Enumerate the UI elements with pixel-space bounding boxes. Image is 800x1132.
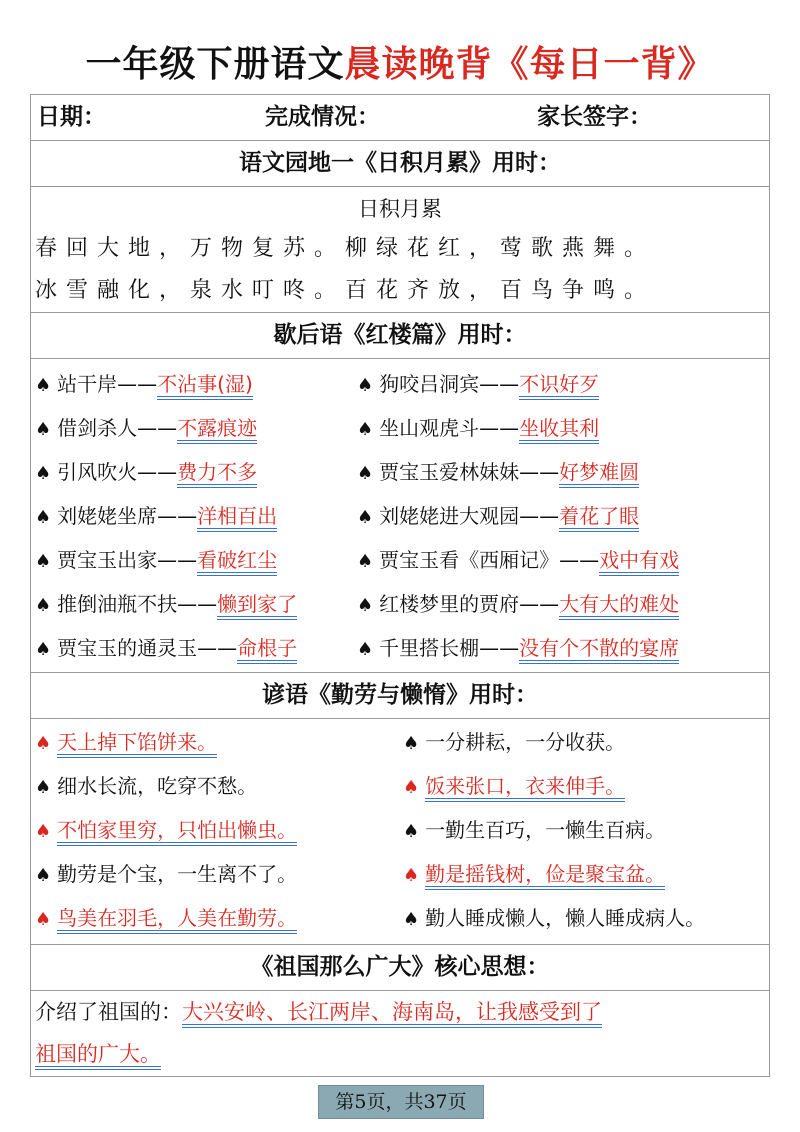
- section1-heading: 语文园地一《日积月累》用时：: [31, 141, 769, 187]
- xiehouyu-item: ♠ 千里搭长棚——没有个不散的宴席: [357, 633, 679, 665]
- spade-icon: ♠: [403, 777, 420, 798]
- spade-icon: ♠: [403, 821, 420, 842]
- spade-icon: ♠: [403, 909, 420, 930]
- proverb-item: ♠ 一勤生百巧，一懒生百病。: [403, 818, 666, 842]
- xiehouyu-item: ♠ 贾宝玉看《西厢记》——戏中有戏: [357, 545, 679, 577]
- xiehouyu-item: ♠ 引风吹火——费力不多: [35, 457, 257, 489]
- xiehouyu-item: ♠ 借剑杀人——不露痕迹: [35, 413, 257, 445]
- xiehouyu-item: ♠ 刘姥姥坐席——洋相百出: [35, 501, 277, 533]
- proverb-item: ♠ 勤是摇钱树，俭是聚宝盆。: [403, 859, 665, 891]
- proverb-item: ♠ 不怕家里穷，只怕出懒虫。: [35, 815, 297, 847]
- proverb-item: ♠ 细水长流，吃穿不愁。: [35, 774, 258, 798]
- proverb-item: ♠ 一分耕耘，一分收获。: [403, 730, 626, 754]
- spade-icon: ♠: [35, 865, 52, 886]
- xiehouyu-item: ♠ 站干岸——不沾事(湿): [35, 369, 253, 401]
- spade-icon: ♠: [35, 639, 52, 660]
- spade-icon: ♠: [35, 375, 52, 396]
- spade-icon: ♠: [357, 507, 374, 528]
- page-number: 第5页，共37页: [318, 1085, 484, 1119]
- xiehouyu-item: ♠ 贾宝玉出家——看破红尘: [35, 545, 277, 577]
- section3-body: [31, 719, 769, 945]
- xiehouyu-item: ♠ 坐山观虎斗——坐收其利: [357, 413, 599, 445]
- section1-body: [31, 187, 769, 313]
- poem-line-1: 春回大地，万物复苏。柳绿花红，莺歌燕舞。: [35, 236, 656, 261]
- status-label: 完成情况：: [265, 104, 380, 130]
- xiehouyu-item: ♠ 贾宝玉的通灵玉——命根子: [35, 633, 297, 665]
- essay-line-1: 介绍了祖国的：大兴安岭、长江两岸、海南岛，让我感受到了: [35, 989, 767, 1035]
- info-row: [31, 95, 769, 141]
- xiehouyu-item: ♠ 狗咬吕洞宾——不识好歹: [357, 369, 599, 401]
- spade-icon: ♠: [35, 551, 52, 572]
- spade-icon: ♠: [357, 551, 374, 572]
- xiehouyu-item: ♠ 刘姥姥进大观园——着花了眼: [357, 501, 639, 533]
- title-red: 晨读晚背《每日一背》: [344, 44, 715, 85]
- poem-title: 日积月累: [358, 197, 442, 221]
- spade-icon: ♠: [35, 821, 52, 842]
- section4-heading: 《祖国那么广大》核心思想：: [31, 945, 769, 991]
- proverb-item: ♠ 鸟美在羽毛，人美在勤劳。: [35, 903, 297, 935]
- proverb-item: ♠ 勤人睡成懒人，懒人睡成病人。: [403, 906, 706, 930]
- section2-heading: 歇后语《红楼篇》用时：: [31, 313, 769, 359]
- title-black: 一年级下册语文: [85, 44, 345, 85]
- spade-icon: ♠: [403, 733, 420, 754]
- sign-label: 家长签字：: [537, 104, 652, 130]
- proverb-item: ♠ 天上掉下馅饼来。: [35, 727, 217, 759]
- spade-icon: ♠: [35, 419, 52, 440]
- spade-icon: ♠: [357, 463, 374, 484]
- section3-heading: 谚语《勤劳与懒惰》用时：: [31, 673, 769, 719]
- spade-icon: ♠: [35, 733, 52, 754]
- spade-icon: ♠: [357, 639, 374, 660]
- page-title: [0, 36, 800, 87]
- xiehouyu-item: ♠ 红楼梦里的贾府——大有大的难处: [357, 589, 679, 621]
- date-label: 日期：: [37, 104, 106, 130]
- proverb-item: ♠ 勤劳是个宝，一生离不了。: [35, 862, 298, 886]
- proverb-item: ♠ 饭来张口，衣来伸手。: [403, 771, 625, 803]
- spade-icon: ♠: [357, 595, 374, 616]
- xiehouyu-item: ♠ 贾宝玉爱林妹妹——好梦难圆: [357, 457, 639, 489]
- section4-body: [31, 991, 769, 1076]
- spade-icon: ♠: [35, 507, 52, 528]
- spade-icon: ♠: [35, 595, 52, 616]
- worksheet: [30, 94, 770, 1077]
- spade-icon: ♠: [357, 419, 374, 440]
- section2-body: [31, 359, 769, 673]
- essay-line-2: 祖国的广大。: [35, 1031, 767, 1077]
- xiehouyu-item: ♠ 推倒油瓶不扶——懒到家了: [35, 589, 297, 621]
- spade-icon: ♠: [35, 463, 52, 484]
- poem-line-2: 冰雪融化，泉水叮咚。百花齐放，百鸟争鸣。: [35, 278, 656, 303]
- spade-icon: ♠: [403, 865, 420, 886]
- spade-icon: ♠: [35, 909, 52, 930]
- spade-icon: ♠: [35, 777, 52, 798]
- spade-icon: ♠: [357, 375, 374, 396]
